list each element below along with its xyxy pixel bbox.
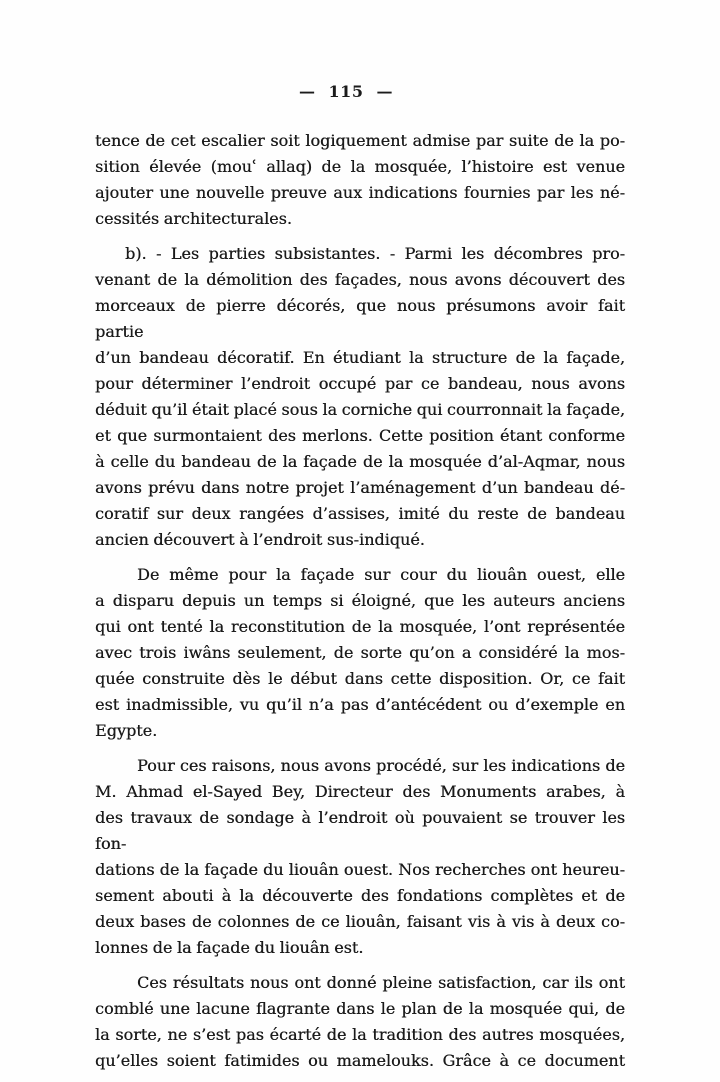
text-line: des travaux de sondage à l’endroit où pouvaient se trouver les fon- [95,808,625,853]
text-line: M. Ahmad el-Sayed Bey, Directeur des Monuments arabes, à [95,782,625,801]
text-line: à celle du bandeau de la façade de la mosquée d’al-Aqmar, nous [95,452,625,471]
text-line: a disparu depuis un temps si éloigné, que les auteurs anciens [95,591,625,610]
header-dash-right: — [376,82,393,101]
text-line: sition élevée (mouʿ allaq) de la mosquée, l’histoire est venue [95,157,625,176]
paragraph-3 [95,562,625,744]
text-line: avons prévu dans notre projet l’aménagement d’un bandeau dé- [95,478,625,497]
text-line: pour déterminer l’endroit occupé par ce bandeau, nous avons [95,374,625,393]
text-line: qui ont tenté la reconstitution de la mosquée, l’ont représentée [95,617,625,636]
text-line: lonnes de la façade du liouân est. [95,938,364,957]
text-line: d’un bandeau décoratif. En étudiant la structure de la façade, [95,348,625,367]
text-line: dations de la façade du liouân ouest. Nos recherches ont heureu- [95,860,625,879]
text-line: De même pour la façade sur cour du liouân ouest, elle [137,565,625,584]
header-dash-left: — [299,82,316,101]
paragraph-1 [95,128,625,232]
text-line: ajouter une nouvelle preuve aux indications fournies par les né- [95,183,625,202]
page-number-header [0,82,706,102]
paragraph-2 [95,241,625,553]
text-line: qu’elles soient fatimides ou mamelouks. Grâce à ce document [95,1051,625,1070]
text-line: venant de la démolition des façades, nous avons découvert des [95,270,625,289]
text-line: sement abouti à la découverte des fondations complètes et de [95,886,625,905]
text-line: la sorte, ne s’est pas écarté de la tradition des autres mosquées, [95,1025,625,1044]
text-line: comblé une lacune flagrante dans le plan de la mosquée qui, de [95,999,625,1018]
text-line: déduit qu’il était placé sous la corniche qui courronnait la façade, [95,400,625,419]
paragraph-5 [95,970,625,1074]
text-line: ancien découvert à l’endroit sus-indiqué. [95,530,425,549]
text-line: morceaux de pierre décorés, que nous présumons avoir fait partie [95,296,625,341]
text-line: b). - Les parties subsistantes. - Parmi les décombres pro- [125,244,625,263]
text-line: avec trois iwâns seulement, de sorte qu’on a considéré la mos- [95,643,625,662]
text-line: et que surmontaient des merlons. Cette position étant conforme [95,426,625,445]
text-line: est inadmissible, vu qu’il n’a pas d’antécédent ou d’exemple en [95,695,625,714]
text-line: quée construite dès le début dans cette disposition. Or, ce fait [95,669,625,688]
text-line: Ces résultats nous ont donné pleine satisfaction, car ils ont [137,973,625,992]
page-text-block [95,128,625,1074]
text-line: Pour ces raisons, nous avons procédé, sur les indications de [137,756,625,775]
text-line: coratif sur deux rangées d’assises, imité du reste de bandeau [95,504,625,523]
paragraph-4 [95,753,625,961]
text-line: Egypte. [95,721,158,740]
text-line: deux bases de colonnes de ce liouân, faisant vis à vis à deux co- [95,912,625,931]
text-line: tence de cet escalier soit logiquement admise par suite de la po- [95,131,625,150]
text-line: cessités architecturales. [95,209,292,228]
page-number: 115 [328,82,364,101]
